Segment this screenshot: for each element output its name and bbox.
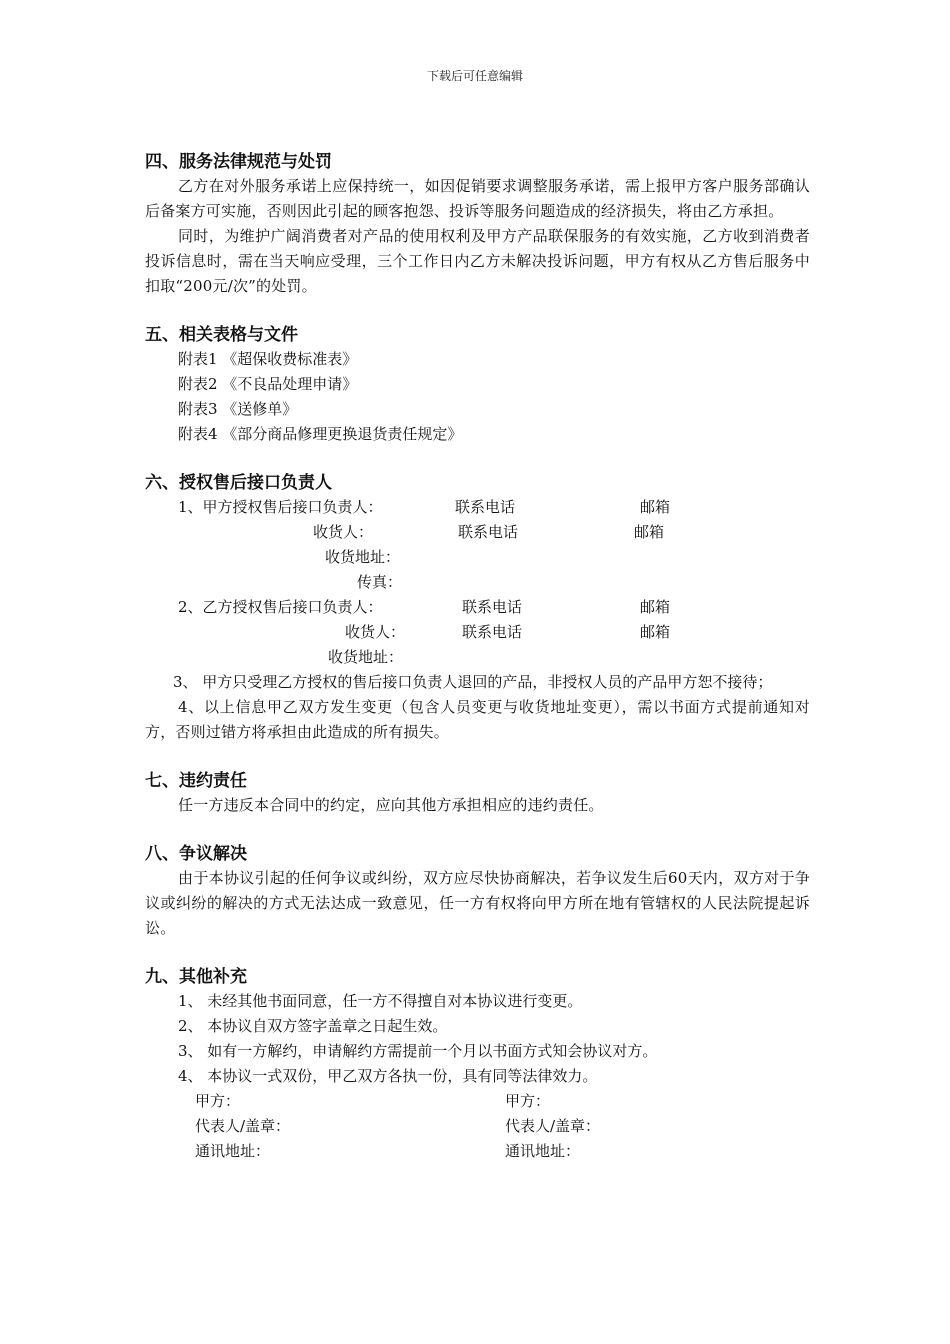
attachment-item: 附表4 《部分商品修理更换退货责任规定》 [178, 425, 463, 443]
left-party-label: 甲方： [195, 1092, 241, 1110]
contact-row-b [145, 595, 810, 620]
party-a-receiver-phone-label: 联系电话 [458, 523, 519, 541]
section-6-item-3: 3、 甲方只受理乙方授权的售后接口负责人退回的产品，非授权人员的产品甲方恕不接待； [173, 673, 773, 691]
signature-row-party [145, 1089, 810, 1114]
supplement-item: 3、 如有一方解约，申请解约方需提前一个月以书面方式知会协议对方。 [178, 1042, 658, 1060]
signature-row-address [145, 1139, 810, 1164]
party-b-address-label: 收货地址： [328, 648, 404, 666]
section-6-item-4: 4、以上信息甲乙双方发生变更（包含人员变更与收货地址变更），需以书面方式提前通知对方，否则过错方将承担由此造成的所有损失。 [145, 698, 810, 741]
receiver-row-a [145, 520, 810, 545]
fax-row-a [145, 570, 810, 595]
left-representative-label: 代表人/盖章： [195, 1117, 291, 1135]
section-8-title: 八、争议解决 [145, 844, 247, 864]
party-b-phone-label: 联系电话 [462, 598, 523, 616]
section-6-title: 六、授权售后接口负责人 [145, 473, 332, 493]
receiver-row-b [145, 620, 810, 645]
section-7-paragraph: 任一方违反本合同中的约定，应向其他方承担相应的违约责任。 [178, 796, 604, 814]
section-7-title: 七、违约责任 [145, 771, 247, 791]
party-a-receiver-label: 收货人： [313, 523, 374, 541]
party-a-fax-label: 传真： [357, 573, 403, 591]
section-4-paragraph-2: 同时，为维护广阔消费者对产品的使用权利及甲方产品联保服务的有效实施，乙方收到消费者投诉信息时，需在当天响应受理，三个工作日内乙方未解决投诉问题，甲方有权从乙方售后服务中扣取“200元/次”的处罚。 [145, 227, 810, 295]
section-4-title: 四、服务法律规范与处罚 [145, 152, 332, 172]
party-b-receiver-phone-label: 联系电话 [462, 623, 523, 641]
party-a-address-label: 收货地址： [325, 548, 401, 566]
left-address-label: 通讯地址： [195, 1142, 271, 1160]
party-b-email-label: 邮箱 [640, 598, 671, 616]
attachment-item: 附表3 《送修单》 [178, 400, 298, 418]
section-9-title: 九、其他补充 [145, 967, 247, 987]
signature-row-rep [145, 1114, 810, 1139]
contact-row-a [145, 495, 810, 520]
attachment-item: 附表1 《超保收费标准表》 [178, 350, 358, 368]
right-party-label: 甲方： [505, 1092, 551, 1110]
address-row-b [145, 645, 810, 670]
section-4-paragraph-1: 乙方在对外服务承诺上应保持统一，如因促销要求调整服务承诺，需上报甲方客户服务部确认后备案方可实施，否则因此引起的顾客抱怨、投诉等服务问题造成的经济损失，将由乙方承担。 [145, 177, 810, 220]
party-b-contact-label: 2、乙方授权售后接口负责人： [178, 598, 383, 616]
party-a-contact-label: 1、甲方授权售后接口负责人： [178, 498, 383, 516]
party-a-phone-label: 联系电话 [455, 498, 516, 516]
party-a-receiver-email-label: 邮箱 [634, 523, 665, 541]
page-header: 下载后可任意编辑 [426, 69, 523, 83]
party-b-receiver-label: 收货人： [345, 623, 406, 641]
section-8-paragraph: 由于本协议引起的任何争议或纠纷，双方应尽快协商解决，若争议发生后60天内，双方对于争议或纠纷的解决的方式无法达成一致意见，任一方有权将向甲方所在地有管辖权的人民法院提起诉讼。 [145, 869, 810, 937]
right-address-label: 通讯地址： [505, 1142, 581, 1160]
party-a-email-label: 邮箱 [640, 498, 671, 516]
supplement-item: 1、 未经其他书面同意，任一方不得擅自对本协议进行变更。 [178, 992, 583, 1010]
party-b-receiver-email-label: 邮箱 [640, 623, 671, 641]
address-row-a [145, 545, 810, 570]
document-body [145, 150, 810, 1164]
section-5-title: 五、相关表格与文件 [145, 325, 298, 345]
supplement-item: 4、 本协议一式双份，甲乙双方各执一份，具有同等法律效力。 [178, 1067, 598, 1085]
attachment-item: 附表2 《不良品处理申请》 [178, 375, 358, 393]
right-representative-label: 代表人/盖章： [505, 1117, 601, 1135]
supplement-item: 2、 本协议自双方签字盖章之日起生效。 [178, 1017, 448, 1035]
